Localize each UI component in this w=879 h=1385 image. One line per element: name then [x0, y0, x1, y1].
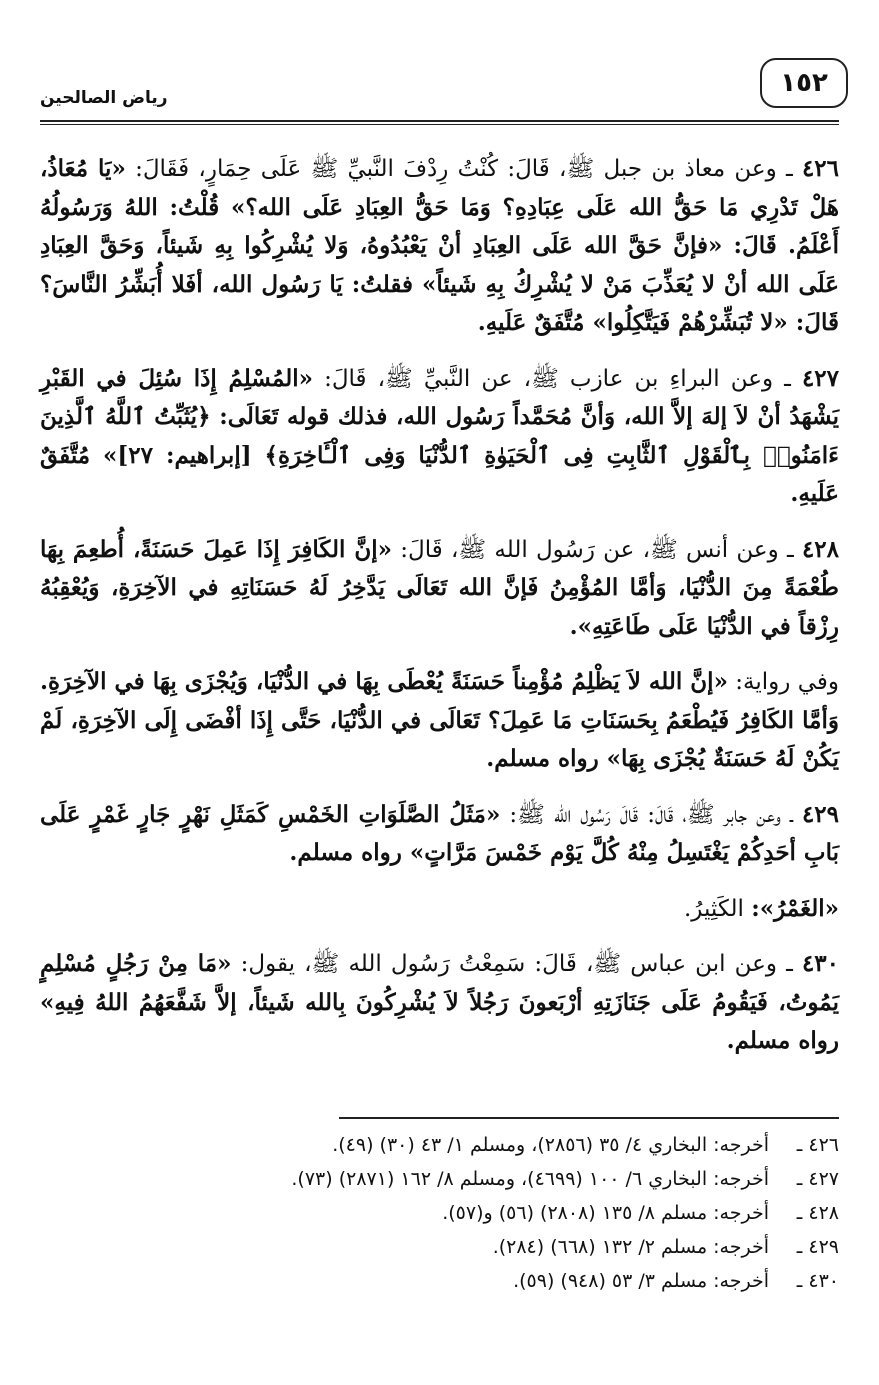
hadith-text: «المُسْلِمُ إِذَا سُئِلَ في القَبْرِ يَشْهَدُ أنْ لاَ إلهَ إلاَّ الله، وَأنَّ مُحَمَّداً رَسُول الله، فذلك قوله تَعَالَى: ﴿يُثَبِّتُ ٱللَّهُ ٱلَّذِينَ ءَامَنُوا۟ بِٱلْقَوْلِ ٱلثَّابِتِ فِى ٱلْحَيَوٰةِ ٱلدُّنْيَا وَفِى ٱلْـَٔاخِرَةِ﴾ [إبراهيم: ٢٧]» مُتَّفَقٌ عَلَيهِ. [40, 364, 839, 507]
hadith-narration: ـ وعن البراءِ بن عازب ﷺ، عن النَّبيِّ ﷺ، قَالَ: [324, 365, 791, 392]
gloss-ghamr [40, 890, 839, 929]
footnote-text: أخرجه: البخاري ٦/ ١٠٠ (٤٦٩٩)، ومسلم ٨/ ١٦٢ (٢٨٧١) (٧٣). [291, 1168, 769, 1190]
gloss-term: «الغَمْرُ»: [751, 894, 839, 922]
hadith-narration: ـ وعن معاذ بن جبل ﷺ، قَالَ: كُنْتُ رِدْفَ النَّبيِّ ﷺ عَلَى حِمَارٍ، فَقَالَ: [135, 156, 793, 182]
hadith-428-riwaya [40, 663, 839, 779]
hadith-narration: ـ وعن ابن عباس ﷺ، قَالَ: سَمِعْتُ رَسُول الله ﷺ، يقول: [240, 951, 793, 977]
page-body [40, 150, 839, 1078]
footnote-430 [40, 1264, 839, 1298]
hadith-number: ٤٢٩ [801, 800, 840, 828]
footnote-text: أخرجه: مسلم ٣/ ٥٣ (٩٤٨) (٥٩). [513, 1270, 769, 1292]
page-header [40, 58, 839, 122]
footnote-429 [40, 1230, 839, 1264]
footnote-number: ٤٢٩ ـ [796, 1236, 839, 1258]
header-rule [40, 120, 839, 122]
hadith-text: «مَثَلُ الصَّلَوَاتِ الخَمْسِ كَمَثَلِ نَهْرٍ جَارٍ غَمْرٍ عَلَى بَابِ أحَدِكُمْ يَغْتَسِلُ مِنْهُ كُلَّ يَوْم خَمْسَ مَرَّاتٍ» رواه مسلم. [40, 800, 839, 866]
hadith-430 [40, 945, 839, 1061]
hadith-narration: ـ وعن أنس ﷺ، عن رَسُول الله ﷺ، قَالَ: [400, 536, 794, 563]
hadith-426 [40, 150, 839, 343]
footnote-text: أخرجه: البخاري ٤/ ٣٥ (٢٨٥٦)، ومسلم ١/ ٤٣ (٣٠) (٤٩). [332, 1134, 769, 1156]
hadith-text: «مَا مِنْ رَجُلٍ مُسْلِمٍ يَمُوتُ، فَيَقُومُ عَلَى جَنَازَتِهِ أرْبَعونَ رَجُلاً لاَ يُشْرِكُونَ بِالله شَيئاً، إلاَّ شَفَّعَهُمُ اللهُ فِيهِ» رواه مسلم. [40, 950, 839, 1054]
footnote-number: ٤٣٠ ـ [796, 1270, 839, 1292]
hadith-427 [40, 360, 839, 514]
hadith-narration: ـ وعن جابر ﷺ، قَالَ: قَالَ رَسُول الله ﷺ: [509, 801, 793, 828]
hadith-number: ٤٢٧ [801, 364, 839, 392]
footnote-text: أخرجه: مسلم ٢/ ١٣٢ (٦٦٨) (٢٨٤). [492, 1236, 769, 1258]
footnote-number: ٤٢٧ ـ [796, 1168, 839, 1190]
gloss-definition: الكَثِيرُ. [683, 895, 744, 922]
footnote-rule [339, 1117, 839, 1119]
header-rule-thin [40, 124, 839, 125]
hadith-428 [40, 531, 839, 647]
hadith-text: «يَا مُعَاذُ، هَلْ تَدْرِي مَا حَقُّ الله عَلَى عِبَادِهِ؟ وَمَا حَقُّ العِبَادِ عَلَى الله؟» قُلْتُ: اللهُ وَرَسُولُهُ أَعْلَمُ. قَالَ: «فإنَّ حَقَّ الله عَلَى العِبَادِ أنْ يَعْبُدُوهُ، وَلا يُشْرِكُوا بِهِ شَيئاً، وَحَقَّ العِبَادِ عَلَى الله أنْ لا يُعَذِّبَ مَنْ لا يُشْرِكُ بِهِ شَيئاً» فقلتُ: يَا رَسُول الله، أفَلا أُبَشِّرُ النَّاسَ؟ قَالَ: «لا تُبَشِّرْهُمْ فَيَتَّكِلُوا» مُتَّفَقٌ عَلَيهِ. [40, 155, 839, 336]
footnote-number: ٤٢٨ ـ [796, 1202, 839, 1224]
hadith-number: ٤٢٨ [801, 535, 840, 563]
footnote-426 [40, 1128, 839, 1162]
footnote-number: ٤٢٦ ـ [796, 1134, 839, 1156]
hadith-429 [40, 796, 839, 873]
footnote-427 [40, 1162, 839, 1196]
hadith-text: «إنَّ الكَافِرَ إِذَا عَمِلَ حَسَنَةً، أُطعِمَ بِهَا طُعْمَةً مِنَ الدُّنْيَا، وَأمَّا المُؤْمِنُ فَإنَّ الله تَعَالَى يَدَّخِرُ لَهُ حَسَنَاتِهِ في الآخِرَةِ، وَيُعْقِبُهُ رِزْقاً في الدُّنْيَا عَلَى طَاعَتِهِ». [40, 535, 839, 640]
book-title: رياض الصالحين [40, 88, 168, 108]
footnote-text: أخرجه: مسلم ٨/ ١٣٥ (٢٨٠٨) (٥٦) و(٥٧). [442, 1202, 769, 1224]
hadith-number: ٤٢٦ [801, 155, 840, 182]
page-number: ١٥٢ [760, 58, 848, 108]
footnotes [40, 1128, 839, 1298]
footnote-428 [40, 1196, 839, 1230]
hadith-text: «إنَّ الله لاَ يَظْلِمُ مُؤْمِناً حَسَنَةً يُعْطَى بِهَا في الدُّنْيَا، وَيُجْزَى بِهَا في الآخِرَةِ. وَأمَّا الكَافِرُ فَيُطْعَمُ بِحَسَنَاتِ مَا عَمِلَ؟ تَعَالَى في الدُّنْيَا، حَتَّى إِذَا أفْضَى إِلَى الآخِرَةِ، لَمْ يَكُنْ لَهُ حَسَنَةٌ يُجْزَى بِهَا» رواه مسلم. [40, 668, 839, 772]
hadith-number: ٤٣٠ [801, 950, 839, 977]
hadith-narration: وفي رواية: [735, 669, 839, 695]
